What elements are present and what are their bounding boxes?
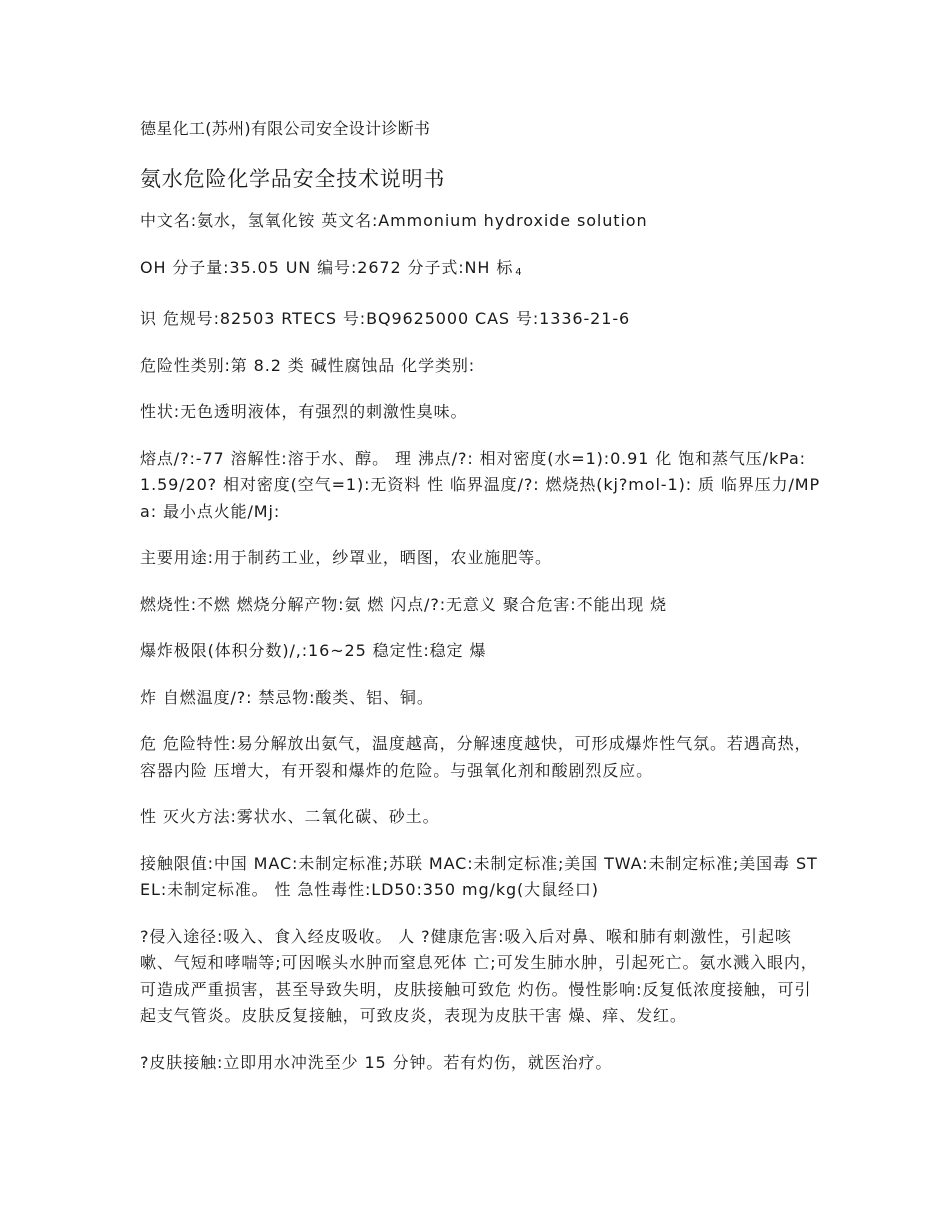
document-header: 德星化工(苏州)有限公司安全设计诊断书: [140, 119, 431, 138]
formula-text: OH 分子量:35.05 UN 编号:2672 分子式:NH 标: [140, 257, 514, 277]
paragraph-hazard-class: 危险性类别:第 8.2 类 碱性腐蚀品 化学类别:: [140, 355, 476, 375]
paragraph-skin-contact: ?皮肤接触:立即用水冲洗至少 15 分钟。若有灼伤，就医治疗。: [140, 1052, 613, 1072]
paragraph-health-hazards: ?侵入途径:吸入、食入经皮吸收。 人 ?健康危害:吸入后对鼻、喉和肺有刺激性，引起咳嗽、气短和哮喘等;可因喉头水肿而窒息死体 亡;可发生肺水肿，引起死亡。氨水溅入眼内，可造成严重损害，甚至导致失明，皮肤接触可致危 灼伤。慢性影响:反复低浓度接触，可引起支气管炎。皮肤反复接触，可致皮炎，表现为皮肤干害 燥、痒、发红。: [140, 926, 818, 1025]
document-page: [140, 116, 820, 1096]
formula-subscript: 4: [515, 266, 523, 278]
paragraph-formula: [140, 255, 820, 287]
paragraph-fire-fighting: 性 灭火方法:雾状水、二氧化碳、砂土。: [140, 807, 440, 826]
paragraph-flammability: 燃烧性:不燃 燃烧分解产物:氨 燃 闪点/?:无意义 聚合危害:不能出现 烧: [140, 594, 668, 614]
document-title: 氨水危险化学品安全技术说明书: [140, 167, 446, 191]
paragraph-appearance: 性状:无色透明液体，有强烈的刺激性臭味。: [140, 402, 468, 421]
paragraph-uses: 主要用途:用于制药工业，纱罩业，晒图，农业施肥等。: [140, 548, 552, 567]
paragraph-exposure-limits: 接触限值:中国 MAC:未制定标准;苏联 MAC:未制定标准;美国 TWA:未制定标准;美国毒 STEL:未制定标准。 性 急性毒性:LD50:350 mg/kg(大鼠经口): [140, 853, 818, 899]
paragraph-incompatibles: 炸 自燃温度/?: 禁忌物:酸类、铝、铜。: [140, 687, 434, 707]
paragraph-names: 中文名:氨水，氢氧化铵 英文名:Ammonium hydroxide solution: [140, 211, 648, 230]
paragraph-physical-properties: 熔点/?:-77 溶解性:溶于水、醇。 理 沸点/?: 相对密度(水=1):0.91 化 饱和蒸气压/kPa:1.59/20? 相对密度(空气=1):无资料 性 临界温度/?: 燃烧热(kj?mol-1): 质 临界压力/MPa: 最小点火能/Mj:: [140, 448, 821, 521]
paragraph-identifiers: 识 危规号:82503 RTECS 号:BQ9625000 CAS 号:1336-21-6: [140, 309, 631, 328]
paragraph-explosion-limits: 爆炸极限(体积分数)/,:16~25 稳定性:稳定 爆: [140, 641, 487, 660]
paragraph-hazard-characteristics: 危 危险特性:易分解放出氨气，温度越高，分解速度越快，可形成爆炸性气氛。若遇高热，容器内险 压增大，有开裂和爆炸的危险。与强氧化剂和酸剧烈反应。: [140, 734, 812, 780]
